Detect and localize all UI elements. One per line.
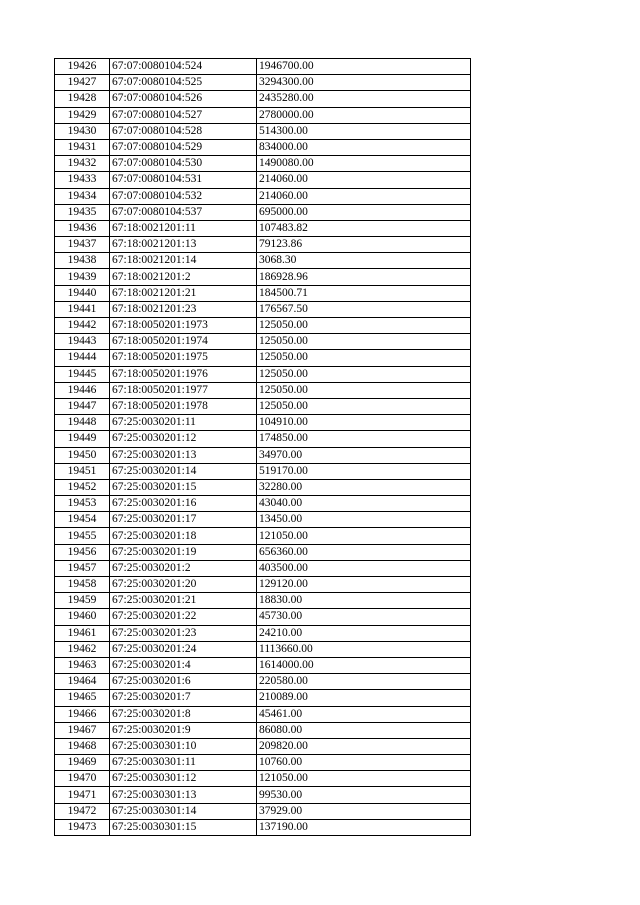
cadastral-value-cell: 45461.00	[257, 706, 471, 722]
cadastral-value-cell: 86080.00	[257, 722, 471, 738]
table-row	[55, 382, 471, 398]
table-row	[55, 366, 471, 382]
table-row	[55, 431, 471, 447]
cadastral-number-cell: 67:25:0030201:15	[110, 479, 257, 495]
cadastral-number-cell: 67:07:0080104:524	[110, 59, 257, 75]
cadastral-value-cell: 34970.00	[257, 447, 471, 463]
table-row	[55, 285, 471, 301]
cadastral-value-cell: 514300.00	[257, 123, 471, 139]
table-row	[55, 560, 471, 576]
table-row	[55, 544, 471, 560]
table-row	[55, 172, 471, 188]
row-number-cell: 19451	[55, 463, 110, 479]
cadastral-number-cell: 67:18:0021201:13	[110, 237, 257, 253]
cadastral-number-cell: 67:07:0080104:531	[110, 172, 257, 188]
row-number-cell: 19454	[55, 512, 110, 528]
cadastral-number-cell: 67:07:0080104:530	[110, 156, 257, 172]
table-row	[55, 334, 471, 350]
cadastral-value-cell: 176567.50	[257, 301, 471, 317]
cadastral-value-cell: 656360.00	[257, 544, 471, 560]
cadastral-value-cell: 209820.00	[257, 738, 471, 754]
cadastral-value-cell: 220580.00	[257, 674, 471, 690]
cadastral-number-cell: 67:25:0030301:12	[110, 771, 257, 787]
row-number-cell: 19449	[55, 431, 110, 447]
table-row	[55, 463, 471, 479]
table-row	[55, 755, 471, 771]
table-row	[55, 220, 471, 236]
row-number-cell: 19432	[55, 156, 110, 172]
cadastral-value-cell: 32280.00	[257, 479, 471, 495]
row-number-cell: 19444	[55, 350, 110, 366]
row-number-cell: 19445	[55, 366, 110, 382]
cadastral-number-cell: 67:25:0030301:14	[110, 803, 257, 819]
cadastral-number-cell: 67:07:0080104:537	[110, 204, 257, 220]
cadastral-value-table	[54, 58, 471, 836]
row-number-cell: 19447	[55, 398, 110, 414]
cadastral-value-cell: 10760.00	[257, 755, 471, 771]
cadastral-number-cell: 67:18:0021201:21	[110, 285, 257, 301]
cadastral-value-cell: 99530.00	[257, 787, 471, 803]
cadastral-number-cell: 67:25:0030201:7	[110, 690, 257, 706]
table-row	[55, 318, 471, 334]
cadastral-value-cell: 137190.00	[257, 819, 471, 835]
row-number-cell: 19439	[55, 269, 110, 285]
cadastral-value-cell: 104910.00	[257, 415, 471, 431]
table-body	[55, 59, 471, 836]
row-number-cell: 19426	[55, 59, 110, 75]
row-number-cell: 19452	[55, 479, 110, 495]
table-row	[55, 706, 471, 722]
cadastral-value-cell: 3068.30	[257, 253, 471, 269]
table-row	[55, 139, 471, 155]
cadastral-number-cell: 67:25:0030301:11	[110, 755, 257, 771]
table-row	[55, 641, 471, 657]
row-number-cell: 19467	[55, 722, 110, 738]
table-row	[55, 819, 471, 835]
cadastral-value-cell: 37929.00	[257, 803, 471, 819]
cadastral-value-cell: 186928.96	[257, 269, 471, 285]
cadastral-value-cell: 125050.00	[257, 398, 471, 414]
table-row	[55, 156, 471, 172]
table-row	[55, 269, 471, 285]
table-row	[55, 204, 471, 220]
table-row	[55, 59, 471, 75]
cadastral-number-cell: 67:25:0030201:18	[110, 528, 257, 544]
table-row	[55, 787, 471, 803]
cadastral-number-cell: 67:07:0080104:527	[110, 107, 257, 123]
cadastral-number-cell: 67:25:0030201:11	[110, 415, 257, 431]
table-row	[55, 512, 471, 528]
cadastral-number-cell: 67:18:0021201:11	[110, 220, 257, 236]
table-row	[55, 107, 471, 123]
row-number-cell: 19434	[55, 188, 110, 204]
cadastral-value-cell: 184500.71	[257, 285, 471, 301]
cadastral-value-cell: 834000.00	[257, 139, 471, 155]
table-row	[55, 237, 471, 253]
cadastral-number-cell: 67:25:0030201:13	[110, 447, 257, 463]
cadastral-value-cell: 121050.00	[257, 771, 471, 787]
row-number-cell: 19443	[55, 334, 110, 350]
table-row	[55, 577, 471, 593]
row-number-cell: 19450	[55, 447, 110, 463]
table-row	[55, 593, 471, 609]
table-row	[55, 123, 471, 139]
table-row	[55, 771, 471, 787]
cadastral-value-cell: 1614000.00	[257, 657, 471, 673]
cadastral-number-cell: 67:25:0030201:19	[110, 544, 257, 560]
table-row	[55, 415, 471, 431]
cadastral-number-cell: 67:25:0030201:9	[110, 722, 257, 738]
row-number-cell: 19441	[55, 301, 110, 317]
row-number-cell: 19427	[55, 75, 110, 91]
cadastral-value-cell: 125050.00	[257, 366, 471, 382]
cadastral-value-cell: 129120.00	[257, 577, 471, 593]
table-row	[55, 722, 471, 738]
cadastral-number-cell: 67:25:0030201:12	[110, 431, 257, 447]
table-row	[55, 674, 471, 690]
table-row	[55, 253, 471, 269]
row-number-cell: 19455	[55, 528, 110, 544]
row-number-cell: 19462	[55, 641, 110, 657]
table-row	[55, 188, 471, 204]
cadastral-value-cell: 125050.00	[257, 350, 471, 366]
row-number-cell: 19459	[55, 593, 110, 609]
row-number-cell: 19428	[55, 91, 110, 107]
cadastral-number-cell: 67:25:0030201:20	[110, 577, 257, 593]
cadastral-number-cell: 67:25:0030201:24	[110, 641, 257, 657]
row-number-cell: 19456	[55, 544, 110, 560]
table-row	[55, 657, 471, 673]
cadastral-value-cell: 2780000.00	[257, 107, 471, 123]
cadastral-value-cell: 695000.00	[257, 204, 471, 220]
row-number-cell: 19440	[55, 285, 110, 301]
cadastral-value-cell: 519170.00	[257, 463, 471, 479]
table-row	[55, 301, 471, 317]
row-number-cell: 19469	[55, 755, 110, 771]
cadastral-number-cell: 67:18:0021201:23	[110, 301, 257, 317]
table-row	[55, 75, 471, 91]
cadastral-number-cell: 67:25:0030201:2	[110, 560, 257, 576]
row-number-cell: 19457	[55, 560, 110, 576]
row-number-cell: 19463	[55, 657, 110, 673]
row-number-cell: 19453	[55, 496, 110, 512]
row-number-cell: 19448	[55, 415, 110, 431]
cadastral-number-cell: 67:25:0030301:13	[110, 787, 257, 803]
cadastral-number-cell: 67:25:0030201:4	[110, 657, 257, 673]
cadastral-number-cell: 67:18:0050201:1975	[110, 350, 257, 366]
cadastral-number-cell: 67:25:0030201:8	[110, 706, 257, 722]
cadastral-value-cell: 214060.00	[257, 188, 471, 204]
row-number-cell: 19466	[55, 706, 110, 722]
cadastral-value-cell: 2435280.00	[257, 91, 471, 107]
cadastral-value-cell: 1946700.00	[257, 59, 471, 75]
cadastral-number-cell: 67:25:0030201:6	[110, 674, 257, 690]
row-number-cell: 19438	[55, 253, 110, 269]
table-row	[55, 350, 471, 366]
cadastral-number-cell: 67:25:0030201:17	[110, 512, 257, 528]
cadastral-value-cell: 79123.86	[257, 237, 471, 253]
row-number-cell: 19446	[55, 382, 110, 398]
cadastral-number-cell: 67:18:0050201:1973	[110, 318, 257, 334]
table-row	[55, 609, 471, 625]
cadastral-value-cell: 13450.00	[257, 512, 471, 528]
cadastral-number-cell: 67:07:0080104:532	[110, 188, 257, 204]
cadastral-number-cell: 67:25:0030201:23	[110, 625, 257, 641]
cadastral-value-cell: 174850.00	[257, 431, 471, 447]
row-number-cell: 19468	[55, 738, 110, 754]
cadastral-number-cell: 67:25:0030201:21	[110, 593, 257, 609]
cadastral-value-cell: 43040.00	[257, 496, 471, 512]
row-number-cell: 19464	[55, 674, 110, 690]
row-number-cell: 19429	[55, 107, 110, 123]
cadastral-number-cell: 67:07:0080104:526	[110, 91, 257, 107]
table-row	[55, 447, 471, 463]
table-row	[55, 625, 471, 641]
cadastral-value-cell: 121050.00	[257, 528, 471, 544]
cadastral-number-cell: 67:07:0080104:528	[110, 123, 257, 139]
table-row	[55, 528, 471, 544]
table-row	[55, 479, 471, 495]
row-number-cell: 19436	[55, 220, 110, 236]
cadastral-value-cell: 45730.00	[257, 609, 471, 625]
row-number-cell: 19461	[55, 625, 110, 641]
row-number-cell: 19460	[55, 609, 110, 625]
cadastral-number-cell: 67:25:0030201:14	[110, 463, 257, 479]
row-number-cell: 19473	[55, 819, 110, 835]
row-number-cell: 19435	[55, 204, 110, 220]
cadastral-value-cell: 214060.00	[257, 172, 471, 188]
table-row	[55, 91, 471, 107]
table-row	[55, 398, 471, 414]
cadastral-number-cell: 67:18:0050201:1978	[110, 398, 257, 414]
row-number-cell: 19472	[55, 803, 110, 819]
cadastral-value-cell: 24210.00	[257, 625, 471, 641]
cadastral-value-cell: 125050.00	[257, 318, 471, 334]
cadastral-value-cell: 210089.00	[257, 690, 471, 706]
table-row	[55, 690, 471, 706]
row-number-cell: 19470	[55, 771, 110, 787]
cadastral-number-cell: 67:18:0050201:1977	[110, 382, 257, 398]
row-number-cell: 19471	[55, 787, 110, 803]
cadastral-value-cell: 1490080.00	[257, 156, 471, 172]
cadastral-value-cell: 107483.82	[257, 220, 471, 236]
row-number-cell: 19430	[55, 123, 110, 139]
table-row	[55, 496, 471, 512]
cadastral-value-cell: 3294300.00	[257, 75, 471, 91]
table-row	[55, 738, 471, 754]
row-number-cell: 19437	[55, 237, 110, 253]
cadastral-value-cell: 125050.00	[257, 382, 471, 398]
cadastral-number-cell: 67:18:0021201:2	[110, 269, 257, 285]
cadastral-number-cell: 67:18:0050201:1976	[110, 366, 257, 382]
cadastral-number-cell: 67:25:0030201:22	[110, 609, 257, 625]
cadastral-value-cell: 125050.00	[257, 334, 471, 350]
cadastral-number-cell: 67:25:0030201:16	[110, 496, 257, 512]
cadastral-number-cell: 67:07:0080104:525	[110, 75, 257, 91]
cadastral-value-cell: 1113660.00	[257, 641, 471, 657]
row-number-cell: 19465	[55, 690, 110, 706]
cadastral-number-cell: 67:18:0050201:1974	[110, 334, 257, 350]
row-number-cell: 19431	[55, 139, 110, 155]
table-row	[55, 803, 471, 819]
cadastral-value-cell: 18830.00	[257, 593, 471, 609]
cadastral-number-cell: 67:07:0080104:529	[110, 139, 257, 155]
cadastral-number-cell: 67:25:0030301:10	[110, 738, 257, 754]
row-number-cell: 19458	[55, 577, 110, 593]
row-number-cell: 19442	[55, 318, 110, 334]
cadastral-number-cell: 67:25:0030301:15	[110, 819, 257, 835]
cadastral-number-cell: 67:18:0021201:14	[110, 253, 257, 269]
cadastral-value-cell: 403500.00	[257, 560, 471, 576]
row-number-cell: 19433	[55, 172, 110, 188]
